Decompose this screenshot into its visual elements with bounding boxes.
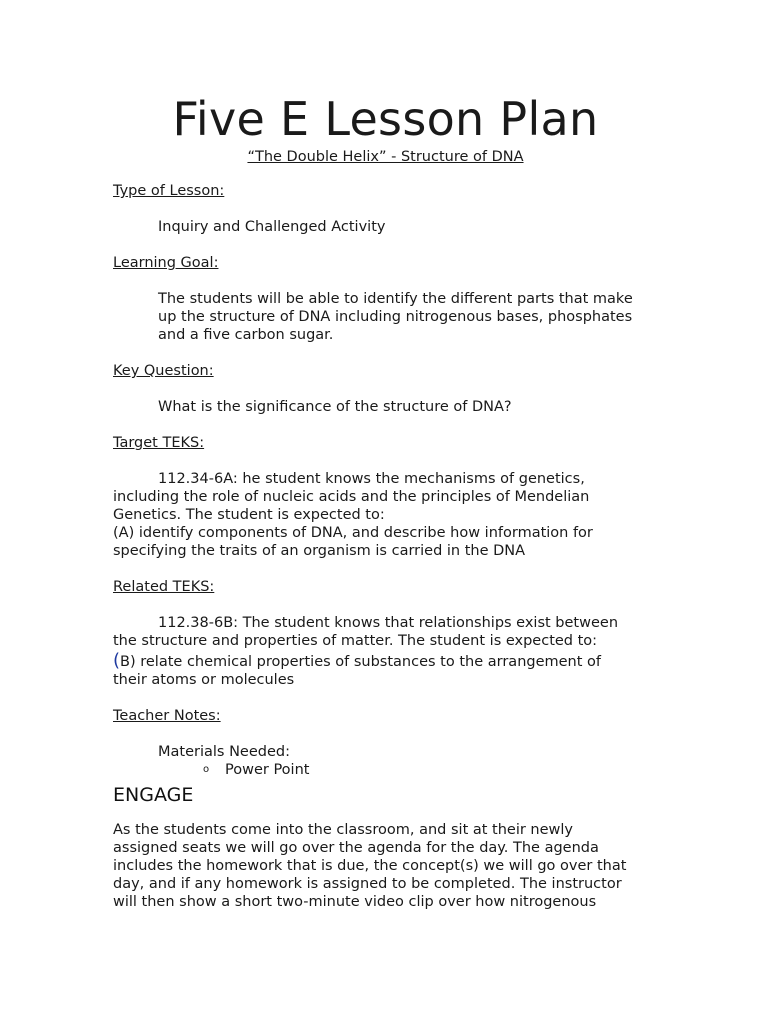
document-page [113, 90, 658, 911]
engage-line: As the students come into the classroom, and sit at their newly [113, 822, 574, 838]
related-teks-line: the structure and properties of matter. The student is expected to: [113, 633, 598, 649]
target-teks-heading: Target TEKS: [113, 435, 205, 451]
related-teks-line [113, 652, 658, 671]
related-teks-line: their atoms or molecules [113, 672, 295, 688]
learning-goal-line: up the structure of DNA including nitrogenous bases, phosphates [158, 309, 633, 325]
engage-line: day, and if any homework is assigned to be completed. The instructor [113, 876, 622, 892]
related-teks-paren: ( [113, 650, 121, 671]
type-of-lesson-heading: Type of Lesson: [113, 183, 225, 199]
materials-list-item [113, 761, 658, 779]
engage-line: assigned seats we will go over the agenda for the day. The agenda [113, 840, 599, 856]
learning-goal-heading: Learning Goal: [113, 255, 219, 271]
type-of-lesson-text: Inquiry and Challenged Activity [158, 219, 386, 235]
target-teks-text [113, 470, 658, 560]
target-teks-line: 112.34-6A: he student knows the mechanisms of genetics, [158, 471, 585, 487]
bullet-icon: o [203, 764, 210, 775]
material-item-label: Power Point [225, 762, 310, 778]
engage-text [113, 821, 658, 911]
learning-goal-line: The students will be able to identify the different parts that make [158, 291, 633, 307]
key-question-heading: Key Question: [113, 363, 214, 379]
related-teks-line: 112.38-6B: The student knows that relationships exist between [158, 615, 619, 631]
target-teks-line: (A) identify components of DNA, and describe how information for [113, 525, 593, 541]
key-question-text: What is the significance of the structure of DNA? [158, 399, 512, 415]
engage-heading: ENGAGE [113, 784, 194, 806]
target-teks-line: specifying the traits of an organism is carried in the DNA [113, 543, 526, 559]
engage-line: includes the homework that is due, the concept(s) we will go over that [113, 858, 627, 874]
engage-line: will then show a short two-minute video clip over how nitrogenous [113, 894, 597, 910]
document-subtitle: “The Double Helix” - Structure of DNA [247, 149, 524, 165]
teacher-notes-heading: Teacher Notes: [113, 708, 221, 724]
materials-label: Materials Needed: [158, 744, 290, 760]
learning-goal-text [113, 290, 658, 344]
related-teks-text [113, 614, 658, 689]
related-teks-heading: Related TEKS: [113, 579, 215, 595]
related-teks-line-rest: B) relate chemical properties of substances to the arrangement of [120, 654, 602, 670]
target-teks-line: Genetics. The student is expected to: [113, 507, 385, 523]
target-teks-line: including the role of nucleic acids and the principles of Mendelian [113, 489, 590, 505]
learning-goal-line: and a five carbon sugar. [158, 327, 334, 343]
document-title: Five E Lesson Plan [172, 92, 599, 146]
